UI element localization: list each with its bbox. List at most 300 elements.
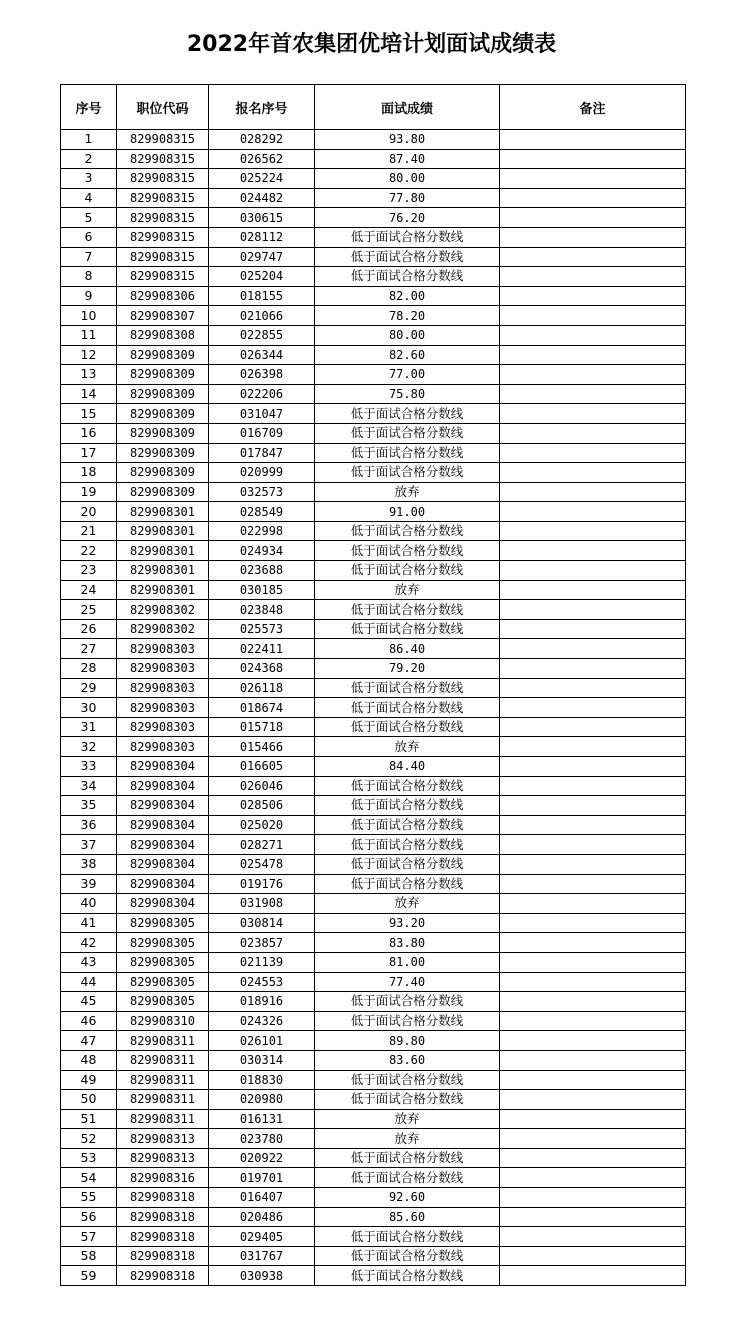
cell-position-code: 829908318: [117, 1207, 209, 1227]
cell-interview-score: 89.80: [315, 1031, 500, 1051]
cell-interview-score: 81.00: [315, 952, 500, 972]
cell-interview-score: 低于面试合格分数线: [315, 874, 500, 894]
cell-remarks: [500, 561, 686, 581]
cell-registration-no: 018674: [209, 698, 315, 718]
cell-index: 4: [61, 188, 117, 208]
table-row: [61, 188, 686, 208]
cell-remarks: [500, 286, 686, 306]
table-body: [61, 130, 686, 1286]
cell-interview-score: 83.80: [315, 933, 500, 953]
table-row: [61, 972, 686, 992]
table-row: [61, 698, 686, 718]
cell-remarks: [500, 913, 686, 933]
cell-position-code: 829908315: [117, 188, 209, 208]
cell-remarks: [500, 1266, 686, 1286]
cell-remarks: [500, 933, 686, 953]
cell-remarks: [500, 1011, 686, 1031]
cell-index: 18: [61, 463, 117, 483]
table-row: [61, 1266, 686, 1286]
cell-interview-score: 低于面试合格分数线: [315, 1148, 500, 1168]
table-row: [61, 1246, 686, 1266]
cell-position-code: 829908306: [117, 286, 209, 306]
table-row: [61, 796, 686, 816]
cell-interview-score: 低于面试合格分数线: [315, 1246, 500, 1266]
table-row: [61, 1011, 686, 1031]
cell-position-code: 829908318: [117, 1227, 209, 1247]
cell-index: 48: [61, 1050, 117, 1070]
cell-index: 11: [61, 325, 117, 345]
cell-position-code: 829908313: [117, 1148, 209, 1168]
cell-index: 49: [61, 1070, 117, 1090]
cell-remarks: [500, 404, 686, 424]
table-row: [61, 1207, 686, 1227]
cell-remarks: [500, 835, 686, 855]
cell-interview-score: 79.20: [315, 659, 500, 679]
cell-index: 14: [61, 384, 117, 404]
cell-position-code: 829908318: [117, 1188, 209, 1208]
table-row: [61, 521, 686, 541]
header-index: 序号: [61, 85, 117, 130]
table-row: [61, 1070, 686, 1090]
cell-remarks: [500, 757, 686, 777]
table-row: [61, 717, 686, 737]
cell-registration-no: 023780: [209, 1129, 315, 1149]
cell-registration-no: 026344: [209, 345, 315, 365]
cell-interview-score: 86.40: [315, 639, 500, 659]
cell-index: 57: [61, 1227, 117, 1247]
cell-interview-score: 低于面试合格分数线: [315, 267, 500, 287]
cell-index: 29: [61, 678, 117, 698]
table-row: [61, 482, 686, 502]
table-row: [61, 874, 686, 894]
cell-position-code: 829908315: [117, 130, 209, 150]
cell-registration-no: 030814: [209, 913, 315, 933]
cell-index: 35: [61, 796, 117, 816]
cell-registration-no: 028549: [209, 502, 315, 522]
cell-index: 5: [61, 208, 117, 228]
cell-remarks: [500, 227, 686, 247]
cell-index: 20: [61, 502, 117, 522]
cell-remarks: [500, 992, 686, 1012]
cell-interview-score: 低于面试合格分数线: [315, 815, 500, 835]
cell-registration-no: 015718: [209, 717, 315, 737]
table-row: [61, 737, 686, 757]
cell-interview-score: 低于面试合格分数线: [315, 619, 500, 639]
cell-index: 3: [61, 169, 117, 189]
cell-position-code: 829908303: [117, 698, 209, 718]
cell-interview-score: 93.80: [315, 130, 500, 150]
cell-registration-no: 025573: [209, 619, 315, 639]
cell-interview-score: 77.80: [315, 188, 500, 208]
cell-index: 53: [61, 1148, 117, 1168]
cell-registration-no: 025224: [209, 169, 315, 189]
cell-interview-score: 92.60: [315, 1188, 500, 1208]
cell-remarks: [500, 1031, 686, 1051]
cell-registration-no: 024326: [209, 1011, 315, 1031]
cell-interview-score: 低于面试合格分数线: [315, 443, 500, 463]
cell-interview-score: 低于面试合格分数线: [315, 463, 500, 483]
cell-index: 33: [61, 757, 117, 777]
table-row: [61, 913, 686, 933]
cell-registration-no: 019701: [209, 1168, 315, 1188]
cell-remarks: [500, 306, 686, 326]
cell-position-code: 829908309: [117, 384, 209, 404]
cell-index: 55: [61, 1188, 117, 1208]
cell-position-code: 829908309: [117, 443, 209, 463]
cell-remarks: [500, 463, 686, 483]
cell-index: 13: [61, 365, 117, 385]
cell-interview-score: 78.20: [315, 306, 500, 326]
table-row: [61, 1050, 686, 1070]
table-row: [61, 306, 686, 326]
cell-index: 37: [61, 835, 117, 855]
table-row: [61, 815, 686, 835]
cell-interview-score: 低于面试合格分数线: [315, 541, 500, 561]
cell-position-code: 829908302: [117, 600, 209, 620]
cell-index: 2: [61, 149, 117, 169]
cell-interview-score: 低于面试合格分数线: [315, 1168, 500, 1188]
header-interview-score: 面试成绩: [315, 85, 500, 130]
cell-position-code: 829908309: [117, 404, 209, 424]
cell-index: 25: [61, 600, 117, 620]
cell-remarks: [500, 619, 686, 639]
table-row: [61, 933, 686, 953]
cell-registration-no: 025204: [209, 267, 315, 287]
cell-index: 27: [61, 639, 117, 659]
cell-registration-no: 026046: [209, 776, 315, 796]
cell-remarks: [500, 1090, 686, 1110]
table-row: [61, 443, 686, 463]
cell-remarks: [500, 874, 686, 894]
cell-index: 19: [61, 482, 117, 502]
cell-remarks: [500, 1148, 686, 1168]
cell-registration-no: 030938: [209, 1266, 315, 1286]
table-row: [61, 639, 686, 659]
cell-index: 43: [61, 952, 117, 972]
cell-position-code: 829908318: [117, 1266, 209, 1286]
cell-registration-no: 026562: [209, 149, 315, 169]
cell-interview-score: 77.40: [315, 972, 500, 992]
cell-position-code: 829908304: [117, 874, 209, 894]
cell-registration-no: 031908: [209, 894, 315, 914]
cell-index: 54: [61, 1168, 117, 1188]
cell-interview-score: 低于面试合格分数线: [315, 1227, 500, 1247]
cell-interview-score: 放弃: [315, 737, 500, 757]
cell-index: 47: [61, 1031, 117, 1051]
cell-position-code: 829908309: [117, 365, 209, 385]
table-row: [61, 404, 686, 424]
table-row: [61, 1227, 686, 1247]
cell-index: 16: [61, 423, 117, 443]
cell-interview-score: 放弃: [315, 894, 500, 914]
cell-position-code: 829908304: [117, 894, 209, 914]
cell-index: 12: [61, 345, 117, 365]
cell-remarks: [500, 659, 686, 679]
cell-position-code: 829908309: [117, 345, 209, 365]
cell-position-code: 829908303: [117, 678, 209, 698]
cell-index: 41: [61, 913, 117, 933]
cell-registration-no: 015466: [209, 737, 315, 757]
cell-remarks: [500, 149, 686, 169]
cell-remarks: [500, 717, 686, 737]
cell-position-code: 829908302: [117, 619, 209, 639]
table-row: [61, 384, 686, 404]
cell-interview-score: 低于面试合格分数线: [315, 247, 500, 267]
table-row: [61, 502, 686, 522]
cell-remarks: [500, 1050, 686, 1070]
cell-remarks: [500, 1070, 686, 1090]
cell-registration-no: 028292: [209, 130, 315, 150]
cell-remarks: [500, 815, 686, 835]
cell-position-code: 829908303: [117, 737, 209, 757]
cell-registration-no: 024482: [209, 188, 315, 208]
cell-position-code: 829908310: [117, 1011, 209, 1031]
cell-remarks: [500, 188, 686, 208]
cell-registration-no: 023857: [209, 933, 315, 953]
cell-index: 44: [61, 972, 117, 992]
table-row: [61, 580, 686, 600]
cell-remarks: [500, 600, 686, 620]
cell-registration-no: 023848: [209, 600, 315, 620]
cell-registration-no: 028112: [209, 227, 315, 247]
table-row: [61, 757, 686, 777]
table-row: [61, 541, 686, 561]
cell-position-code: 829908315: [117, 227, 209, 247]
cell-registration-no: 017847: [209, 443, 315, 463]
cell-remarks: [500, 776, 686, 796]
cell-position-code: 829908311: [117, 1050, 209, 1070]
cell-registration-no: 024553: [209, 972, 315, 992]
cell-index: 1: [61, 130, 117, 150]
cell-remarks: [500, 345, 686, 365]
cell-index: 46: [61, 1011, 117, 1031]
cell-index: 30: [61, 698, 117, 718]
cell-interview-score: 低于面试合格分数线: [315, 678, 500, 698]
cell-index: 51: [61, 1109, 117, 1129]
cell-index: 45: [61, 992, 117, 1012]
cell-position-code: 829908303: [117, 659, 209, 679]
table-row: [61, 1168, 686, 1188]
cell-position-code: 829908309: [117, 423, 209, 443]
cell-position-code: 829908304: [117, 815, 209, 835]
table-row: [61, 149, 686, 169]
cell-position-code: 829908311: [117, 1031, 209, 1051]
cell-interview-score: 低于面试合格分数线: [315, 698, 500, 718]
cell-interview-score: 低于面试合格分数线: [315, 1266, 500, 1286]
cell-position-code: 829908301: [117, 521, 209, 541]
cell-position-code: 829908316: [117, 1168, 209, 1188]
table-row: [61, 854, 686, 874]
cell-registration-no: 025478: [209, 854, 315, 874]
cell-position-code: 829908309: [117, 463, 209, 483]
cell-registration-no: 022411: [209, 639, 315, 659]
table-row: [61, 1090, 686, 1110]
cell-remarks: [500, 502, 686, 522]
cell-position-code: 829908315: [117, 149, 209, 169]
cell-interview-score: 93.20: [315, 913, 500, 933]
table-row: [61, 952, 686, 972]
cell-registration-no: 022998: [209, 521, 315, 541]
cell-remarks: [500, 1207, 686, 1227]
cell-position-code: 829908301: [117, 541, 209, 561]
cell-position-code: 829908315: [117, 208, 209, 228]
cell-remarks: [500, 169, 686, 189]
cell-interview-score: 低于面试合格分数线: [315, 992, 500, 1012]
cell-interview-score: 低于面试合格分数线: [315, 227, 500, 247]
table-row: [61, 286, 686, 306]
header-row: [61, 85, 686, 130]
cell-index: 9: [61, 286, 117, 306]
cell-interview-score: 放弃: [315, 580, 500, 600]
cell-interview-score: 低于面试合格分数线: [315, 423, 500, 443]
cell-registration-no: 023688: [209, 561, 315, 581]
cell-index: 26: [61, 619, 117, 639]
table-row: [61, 267, 686, 287]
cell-registration-no: 022855: [209, 325, 315, 345]
table-row: [61, 463, 686, 483]
cell-registration-no: 016709: [209, 423, 315, 443]
cell-remarks: [500, 1246, 686, 1266]
cell-registration-no: 016131: [209, 1109, 315, 1129]
cell-registration-no: 032573: [209, 482, 315, 502]
header-registration-no: 报名序号: [209, 85, 315, 130]
table-row: [61, 992, 686, 1012]
cell-position-code: 829908304: [117, 776, 209, 796]
cell-index: 32: [61, 737, 117, 757]
cell-interview-score: 低于面试合格分数线: [315, 1090, 500, 1110]
cell-index: 36: [61, 815, 117, 835]
cell-interview-score: 低于面试合格分数线: [315, 717, 500, 737]
cell-interview-score: 80.00: [315, 325, 500, 345]
cell-interview-score: 85.60: [315, 1207, 500, 1227]
cell-index: 50: [61, 1090, 117, 1110]
cell-position-code: 829908313: [117, 1129, 209, 1149]
cell-registration-no: 031047: [209, 404, 315, 424]
cell-index: 23: [61, 561, 117, 581]
cell-index: 59: [61, 1266, 117, 1286]
cell-interview-score: 76.20: [315, 208, 500, 228]
table-row: [61, 835, 686, 855]
cell-registration-no: 026101: [209, 1031, 315, 1051]
cell-interview-score: 87.40: [315, 149, 500, 169]
cell-position-code: 829908315: [117, 169, 209, 189]
cell-position-code: 829908305: [117, 952, 209, 972]
cell-interview-score: 低于面试合格分数线: [315, 1011, 500, 1031]
cell-index: 58: [61, 1246, 117, 1266]
cell-position-code: 829908307: [117, 306, 209, 326]
cell-registration-no: 018830: [209, 1070, 315, 1090]
header-position-code: 职位代码: [117, 85, 209, 130]
cell-remarks: [500, 482, 686, 502]
cell-remarks: [500, 1168, 686, 1188]
cell-remarks: [500, 208, 686, 228]
cell-interview-score: 低于面试合格分数线: [315, 796, 500, 816]
table-row: [61, 423, 686, 443]
cell-index: 39: [61, 874, 117, 894]
cell-position-code: 829908305: [117, 972, 209, 992]
cell-remarks: [500, 1188, 686, 1208]
cell-interview-score: 低于面试合格分数线: [315, 1070, 500, 1090]
cell-registration-no: 021066: [209, 306, 315, 326]
table-row: [61, 894, 686, 914]
cell-interview-score: 77.00: [315, 365, 500, 385]
cell-registration-no: 026398: [209, 365, 315, 385]
cell-registration-no: 018155: [209, 286, 315, 306]
page-title: 2022年首农集团优培计划面试成绩表: [186, 32, 557, 57]
table-row: [61, 345, 686, 365]
cell-registration-no: 029747: [209, 247, 315, 267]
cell-position-code: 829908304: [117, 854, 209, 874]
table-row: [61, 169, 686, 189]
table-row: [61, 619, 686, 639]
table-row: [61, 1031, 686, 1051]
cell-remarks: [500, 894, 686, 914]
table-row: [61, 325, 686, 345]
header-remarks: 备注: [500, 85, 686, 130]
cell-remarks: [500, 580, 686, 600]
cell-interview-score: 82.00: [315, 286, 500, 306]
cell-registration-no: 031767: [209, 1246, 315, 1266]
cell-index: 6: [61, 227, 117, 247]
cell-registration-no: 020922: [209, 1148, 315, 1168]
table-row: [61, 1148, 686, 1168]
cell-interview-score: 低于面试合格分数线: [315, 835, 500, 855]
cell-index: 42: [61, 933, 117, 953]
cell-registration-no: 016605: [209, 757, 315, 777]
table-row: [61, 1109, 686, 1129]
cell-position-code: 829908305: [117, 992, 209, 1012]
cell-interview-score: 84.40: [315, 757, 500, 777]
cell-position-code: 829908311: [117, 1109, 209, 1129]
cell-interview-score: 83.60: [315, 1050, 500, 1070]
cell-registration-no: 026118: [209, 678, 315, 698]
cell-registration-no: 024934: [209, 541, 315, 561]
cell-index: 28: [61, 659, 117, 679]
cell-index: 31: [61, 717, 117, 737]
cell-remarks: [500, 423, 686, 443]
cell-index: 24: [61, 580, 117, 600]
cell-registration-no: 024368: [209, 659, 315, 679]
cell-remarks: [500, 384, 686, 404]
table-row: [61, 130, 686, 150]
cell-remarks: [500, 1129, 686, 1149]
cell-position-code: 829908301: [117, 502, 209, 522]
cell-remarks: [500, 130, 686, 150]
cell-index: 52: [61, 1129, 117, 1149]
score-table: [60, 84, 686, 1286]
cell-registration-no: 030615: [209, 208, 315, 228]
cell-remarks: [500, 247, 686, 267]
cell-index: 38: [61, 854, 117, 874]
cell-remarks: [500, 541, 686, 561]
table-row: [61, 1129, 686, 1149]
cell-registration-no: 020999: [209, 463, 315, 483]
cell-remarks: [500, 365, 686, 385]
cell-interview-score: 80.00: [315, 169, 500, 189]
cell-interview-score: 91.00: [315, 502, 500, 522]
cell-position-code: 829908315: [117, 247, 209, 267]
cell-index: 7: [61, 247, 117, 267]
cell-position-code: 829908309: [117, 482, 209, 502]
cell-registration-no: 020980: [209, 1090, 315, 1110]
cell-remarks: [500, 1109, 686, 1129]
cell-position-code: 829908308: [117, 325, 209, 345]
table-row: [61, 365, 686, 385]
cell-registration-no: 022206: [209, 384, 315, 404]
cell-remarks: [500, 737, 686, 757]
cell-index: 8: [61, 267, 117, 287]
cell-registration-no: 020486: [209, 1207, 315, 1227]
